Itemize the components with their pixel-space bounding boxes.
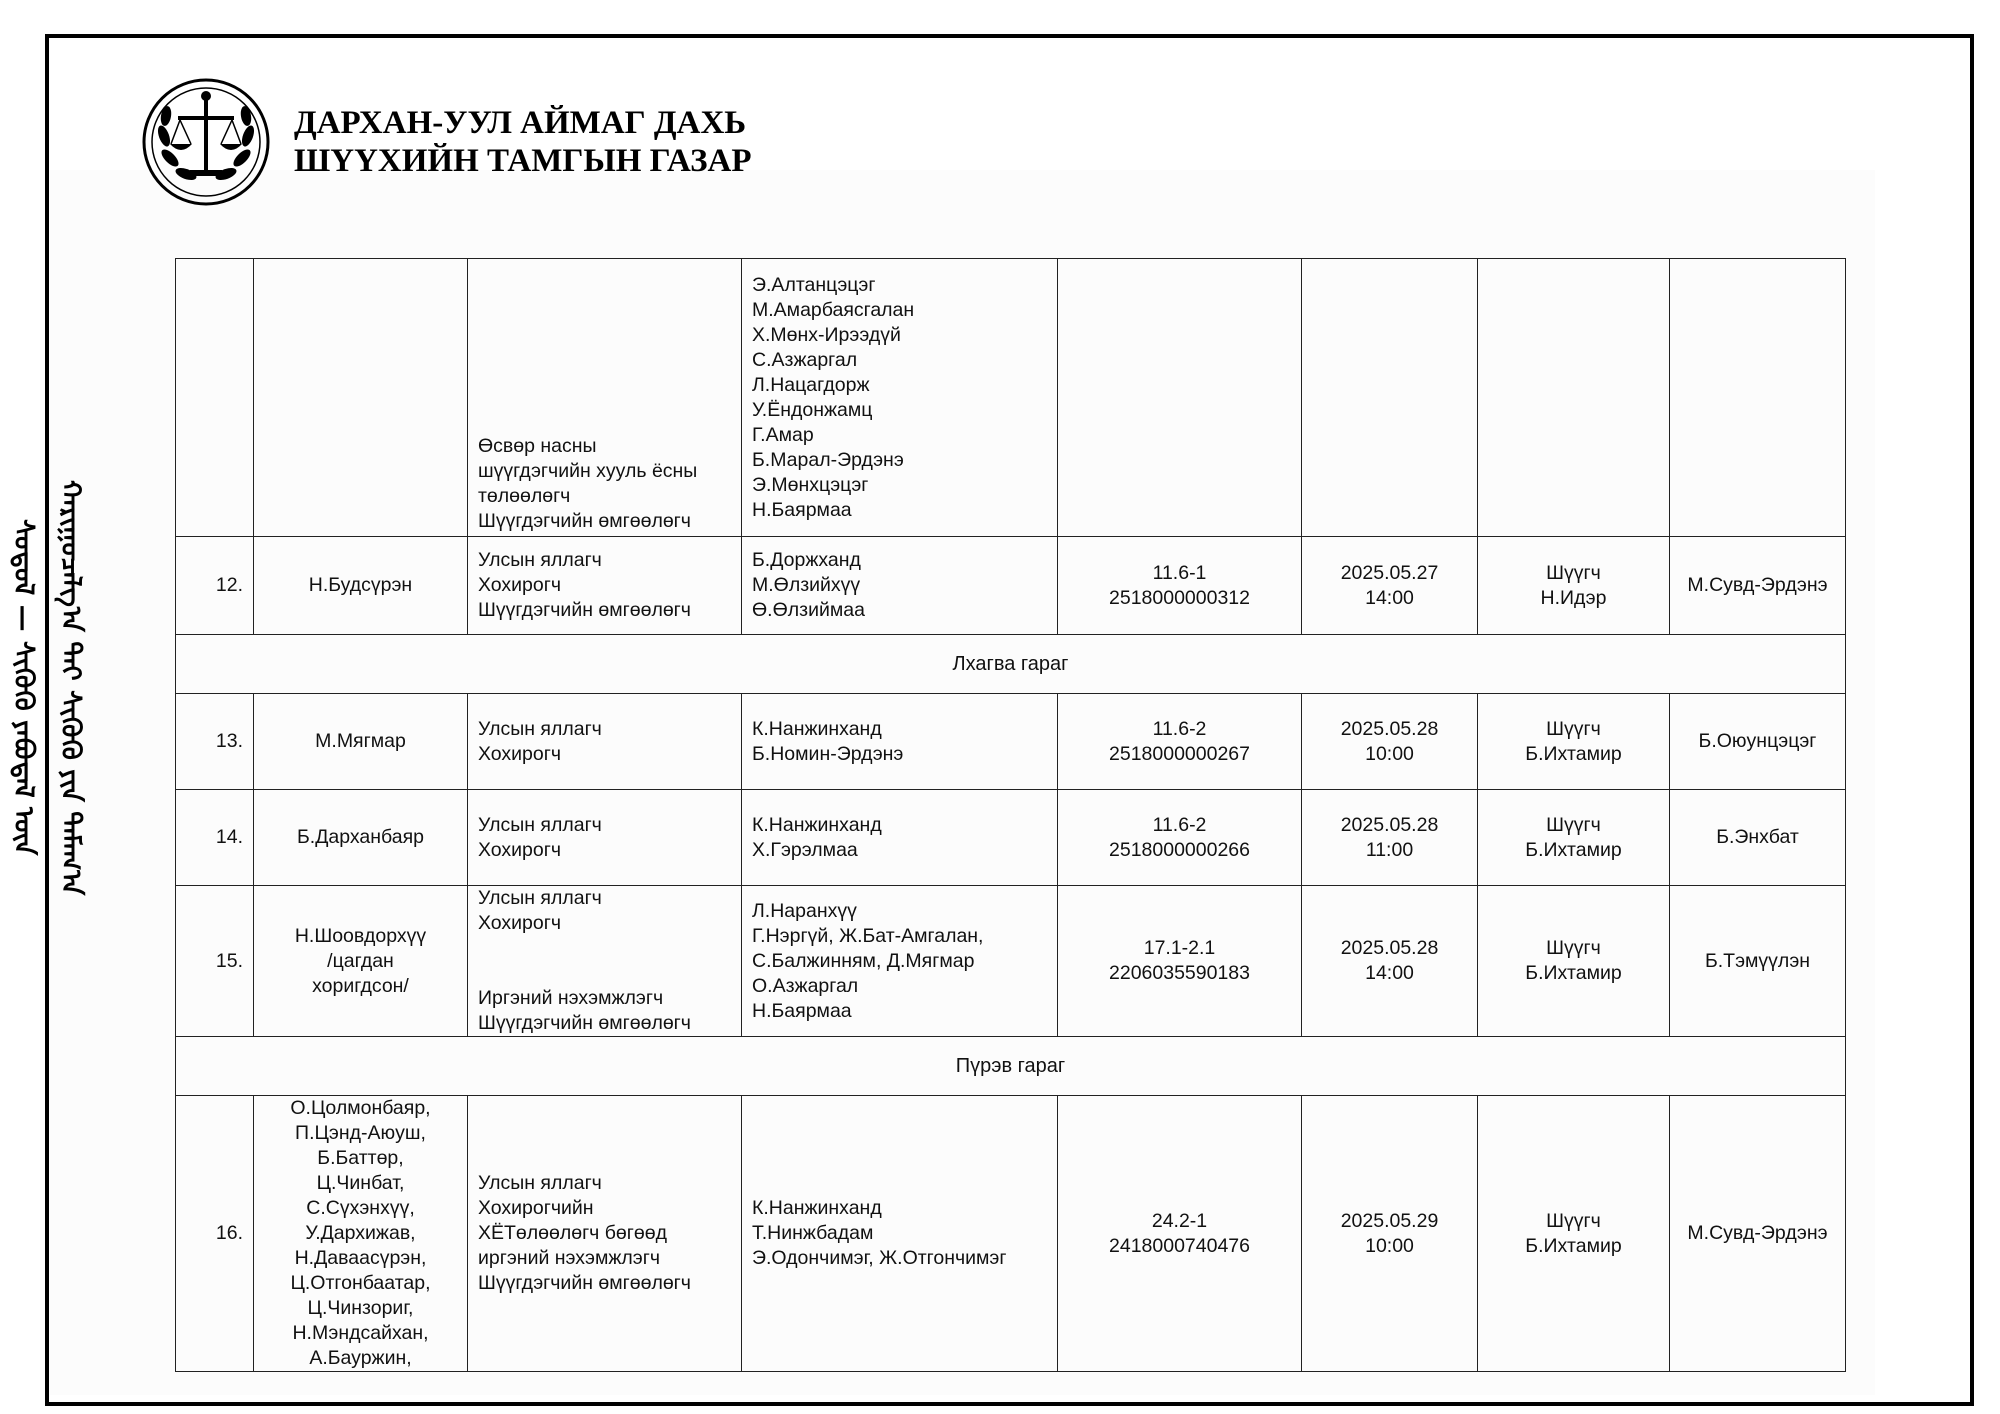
table-row — [176, 537, 1846, 635]
participant: Э.Одончимэг, Ж.Отгончимэг — [752, 1247, 1007, 1269]
judge-title: Шүүгч — [1546, 937, 1601, 959]
participant: Б.Марал-Эрдэнэ — [752, 448, 904, 471]
role: Шүүгдэгчийн өмгөөлөгч — [478, 510, 691, 532]
datetime-cell — [1302, 790, 1478, 886]
defendant-name: А.Бауржин, — [309, 1347, 412, 1369]
participants-cell — [742, 886, 1058, 1037]
row-number: 15. — [176, 886, 254, 1037]
participant: Б.Доржханд — [752, 549, 861, 571]
document-header — [140, 72, 751, 212]
datetime-cell — [1302, 694, 1478, 790]
roles-cell — [468, 694, 742, 790]
judge-cell — [1478, 790, 1670, 886]
participant: К.Нанжинханд — [752, 1197, 882, 1219]
secretary-name: Б.Тэмүүлэн — [1670, 886, 1846, 1037]
defendant-name: У.Дархижав, — [305, 1222, 416, 1244]
article: 11.6-1 — [1152, 561, 1207, 584]
role: Иргэний нэхэмжлэгч — [478, 987, 664, 1009]
case-cell — [1058, 790, 1302, 886]
case-number: 2418000740476 — [1109, 1234, 1250, 1257]
margin-mongolian-script — [0, 230, 86, 1145]
day-heading: Лхагва гараг — [176, 635, 1846, 694]
hearing-time: 14:00 — [1365, 962, 1414, 984]
defendant-name: Б.Дарханбаяр — [254, 790, 468, 886]
roles-cell — [468, 1096, 742, 1372]
participant: Х.Гэрэлмаа — [752, 838, 858, 861]
judge-title: Шүүгч — [1546, 1209, 1601, 1232]
case-number: 2206035590183 — [1109, 962, 1250, 984]
participant: Х.Мөнх-Ирээдүй — [752, 323, 901, 346]
participant: Э.Мөнхцэцэг — [752, 473, 869, 496]
roles-cell — [468, 790, 742, 886]
role: төлөөлөгч — [478, 485, 571, 507]
judge-name: Б.Ихтамир — [1525, 962, 1622, 984]
participant: Т.Нинжбадам — [752, 1222, 874, 1244]
defendant-name: Н.Мэндсайхан, — [292, 1322, 429, 1344]
row-number: 16. — [176, 1096, 254, 1372]
participant: Ө.Өлзиймаа — [752, 599, 865, 621]
hearing-time: 11:00 — [1365, 838, 1414, 861]
participant: К.Нанжинханд — [752, 813, 882, 836]
custody-note: /цагдан — [327, 949, 394, 972]
secretary-name: Б.Энхбат — [1670, 790, 1846, 886]
judge-title: Шүүгч — [1546, 561, 1601, 584]
defendant-cell — [254, 259, 468, 537]
table-row — [176, 259, 1846, 537]
secretary-name: М.Сувд-Эрдэнэ — [1670, 537, 1846, 635]
case-number: 2518000000266 — [1109, 838, 1250, 861]
role: Хохирогч — [478, 838, 562, 861]
judge-cell — [1478, 694, 1670, 790]
datetime-cell — [1302, 1096, 1478, 1372]
article: 11.6-2 — [1152, 813, 1207, 836]
roles-cell — [468, 259, 742, 537]
role: ХЁТөлөөлөгч бөгөөд — [478, 1222, 667, 1244]
participant: М.Амарбаясгалан — [752, 298, 915, 321]
participant: Б.Номин-Эрдэнэ — [752, 742, 904, 765]
datetime-cell — [1302, 537, 1478, 635]
hearing-time: 14:00 — [1365, 586, 1414, 609]
judge-name: Н.Идэр — [1540, 586, 1607, 609]
participants-cell — [742, 790, 1058, 886]
judge-name: Б.Ихтамир — [1525, 1234, 1622, 1257]
secretary-name: Б.Оюунцэцэг — [1670, 694, 1846, 790]
role: Шүүгдэгчийн өмгөөлөгч — [478, 1012, 691, 1034]
hearing-time: 10:00 — [1365, 1234, 1414, 1257]
participant: Л.Нацагдорж — [752, 373, 870, 396]
case-cell — [1058, 537, 1302, 635]
participant: М.Өлзийхүү — [752, 574, 861, 596]
day-heading: Пүрэв гараг — [176, 1037, 1846, 1096]
defendant-name: Б.Баттөр, — [317, 1147, 404, 1169]
participant: С.Балжинням, Д.Мягмар — [752, 949, 975, 972]
org-name-line1: ДАРХАН-УУЛ АЙМАГ ДАХЬ — [294, 105, 747, 141]
role: Улсын яллагч — [478, 887, 602, 909]
role: шүүгдэгчийн хууль ёсны — [478, 460, 698, 482]
defendant-name: Н.Будсүрэн — [254, 537, 468, 635]
role: Улсын яллагч — [478, 1172, 602, 1194]
judge-cell — [1478, 1096, 1670, 1372]
judge-name: Б.Ихтамир — [1525, 742, 1622, 765]
defendant-name: М.Мягмар — [254, 694, 468, 790]
role: Хохирогч — [478, 742, 562, 765]
hearing-date: 2025.05.27 — [1340, 561, 1439, 584]
margin-script-line: ᠬᠠᠷᠢᠭᠤᠴᠠᠯᠭ᠎ᠠ ᠲᠠᠢ ᠰᠢᠭᠦᠬᠦ ᠶᠢᠨ ᠲᠠᠮᠠᠭ᠎ᠠ — [55, 479, 86, 896]
scales-of-justice-emblem — [140, 76, 272, 208]
participants-cell — [742, 1096, 1058, 1372]
spacer — [478, 936, 731, 986]
day-row — [176, 635, 1846, 694]
num-cell — [176, 259, 254, 537]
participant: Г.Амар — [752, 423, 814, 446]
defendant-name: Ц.Чинбат, — [316, 1172, 405, 1194]
defendant-name: О.Цолмонбаяр, — [290, 1097, 431, 1119]
table-row — [176, 1096, 1846, 1372]
secretary-name: М.Сувд-Эрдэнэ — [1670, 1096, 1846, 1372]
role: Улсын яллагч — [478, 549, 602, 571]
day-row — [176, 1037, 1846, 1096]
judge-cell — [1478, 259, 1670, 537]
hearing-time: 10:00 — [1365, 742, 1414, 765]
role: Хохирогч — [478, 574, 562, 596]
defendant-name: Ц.Чинзориг, — [307, 1297, 414, 1319]
case-number: 2518000000312 — [1109, 586, 1250, 609]
datetime-cell — [1302, 886, 1478, 1037]
role: Улсын яллагч — [478, 813, 602, 836]
judge-cell — [1478, 886, 1670, 1037]
judge-name: Б.Ихтамир — [1525, 838, 1622, 861]
case-cell — [1058, 259, 1302, 537]
defendant-name: П.Цэнд-Аюуш, — [295, 1122, 426, 1144]
secretary-cell — [1670, 259, 1846, 537]
role: Хохирогчийн — [478, 1197, 594, 1219]
participants-cell — [742, 694, 1058, 790]
case-cell — [1058, 1096, 1302, 1372]
row-number: 12. — [176, 537, 254, 635]
role: иргэний нэхэмжлэгч — [478, 1247, 661, 1269]
table-row — [176, 886, 1846, 1037]
participant: Л.Наранхүү — [752, 899, 857, 922]
custody-note: хоригдсон/ — [312, 974, 409, 997]
participants-cell — [742, 537, 1058, 635]
judge-title: Шүүгч — [1546, 717, 1601, 740]
role: Шүүгдэгчийн өмгөөлөгч — [478, 1272, 691, 1294]
role: Хохирогч — [478, 912, 562, 934]
defendant-cell — [254, 886, 468, 1037]
participant: Г.Нэргүй, Ж.Бат-Амгалан, — [752, 924, 984, 947]
participant: Н.Баярмаа — [752, 999, 852, 1022]
hearing-date: 2025.05.29 — [1340, 1209, 1439, 1232]
role: Улсын яллагч — [478, 717, 602, 740]
participant: О.Азжаргал — [752, 974, 859, 997]
defendant-name: Н.Даваасүрэн, — [294, 1247, 427, 1269]
hearing-date: 2025.05.28 — [1340, 717, 1439, 740]
margin-script-line: ᠰᠤᠳᠤᠯ — ᠰᠢᠭᠦᠬᠦ ᠶᠠᠪᠤᠳᠠᠯ ᠦᠨ — [8, 519, 39, 856]
role: Өсвөр насны — [478, 435, 597, 457]
article: 11.6-2 — [1152, 717, 1207, 740]
case-number: 2518000000267 — [1109, 742, 1250, 765]
organization-name — [294, 104, 751, 180]
participant: Э.Алтанцэцэг — [752, 273, 876, 296]
defendant-name: С.Сүхэнхүү, — [306, 1197, 415, 1219]
case-cell — [1058, 886, 1302, 1037]
participant: К.Нанжинханд — [752, 717, 882, 740]
participant: У.Ёндонжамц — [752, 398, 873, 421]
participant: Н.Баярмаа — [752, 498, 852, 521]
row-number: 14. — [176, 790, 254, 886]
participant: С.Азжаргал — [752, 348, 858, 371]
defendant-cell — [254, 1096, 468, 1372]
article: 24.2-1 — [1151, 1209, 1208, 1232]
participants-cell — [742, 259, 1058, 537]
role: Шүүгдэгчийн өмгөөлөгч — [478, 599, 691, 621]
defendant-name: Н.Шоовдорхүү — [294, 924, 427, 947]
table-row — [176, 694, 1846, 790]
defendant-name: Ц.Отгонбаатар, — [290, 1272, 431, 1294]
judge-title: Шүүгч — [1546, 813, 1601, 836]
datetime-cell — [1302, 259, 1478, 537]
org-name-line2: ШҮҮХИЙН ТАМГЫН ГАЗАР — [294, 143, 752, 179]
row-number: 13. — [176, 694, 254, 790]
roles-cell — [468, 537, 742, 635]
hearing-date: 2025.05.28 — [1340, 937, 1439, 959]
judge-cell — [1478, 537, 1670, 635]
table-row — [176, 790, 1846, 886]
roles-cell — [468, 886, 742, 1037]
hearing-schedule-table — [175, 258, 1846, 1372]
hearing-date: 2025.05.28 — [1340, 813, 1439, 836]
case-cell — [1058, 694, 1302, 790]
article: 17.1-2.1 — [1143, 937, 1216, 959]
